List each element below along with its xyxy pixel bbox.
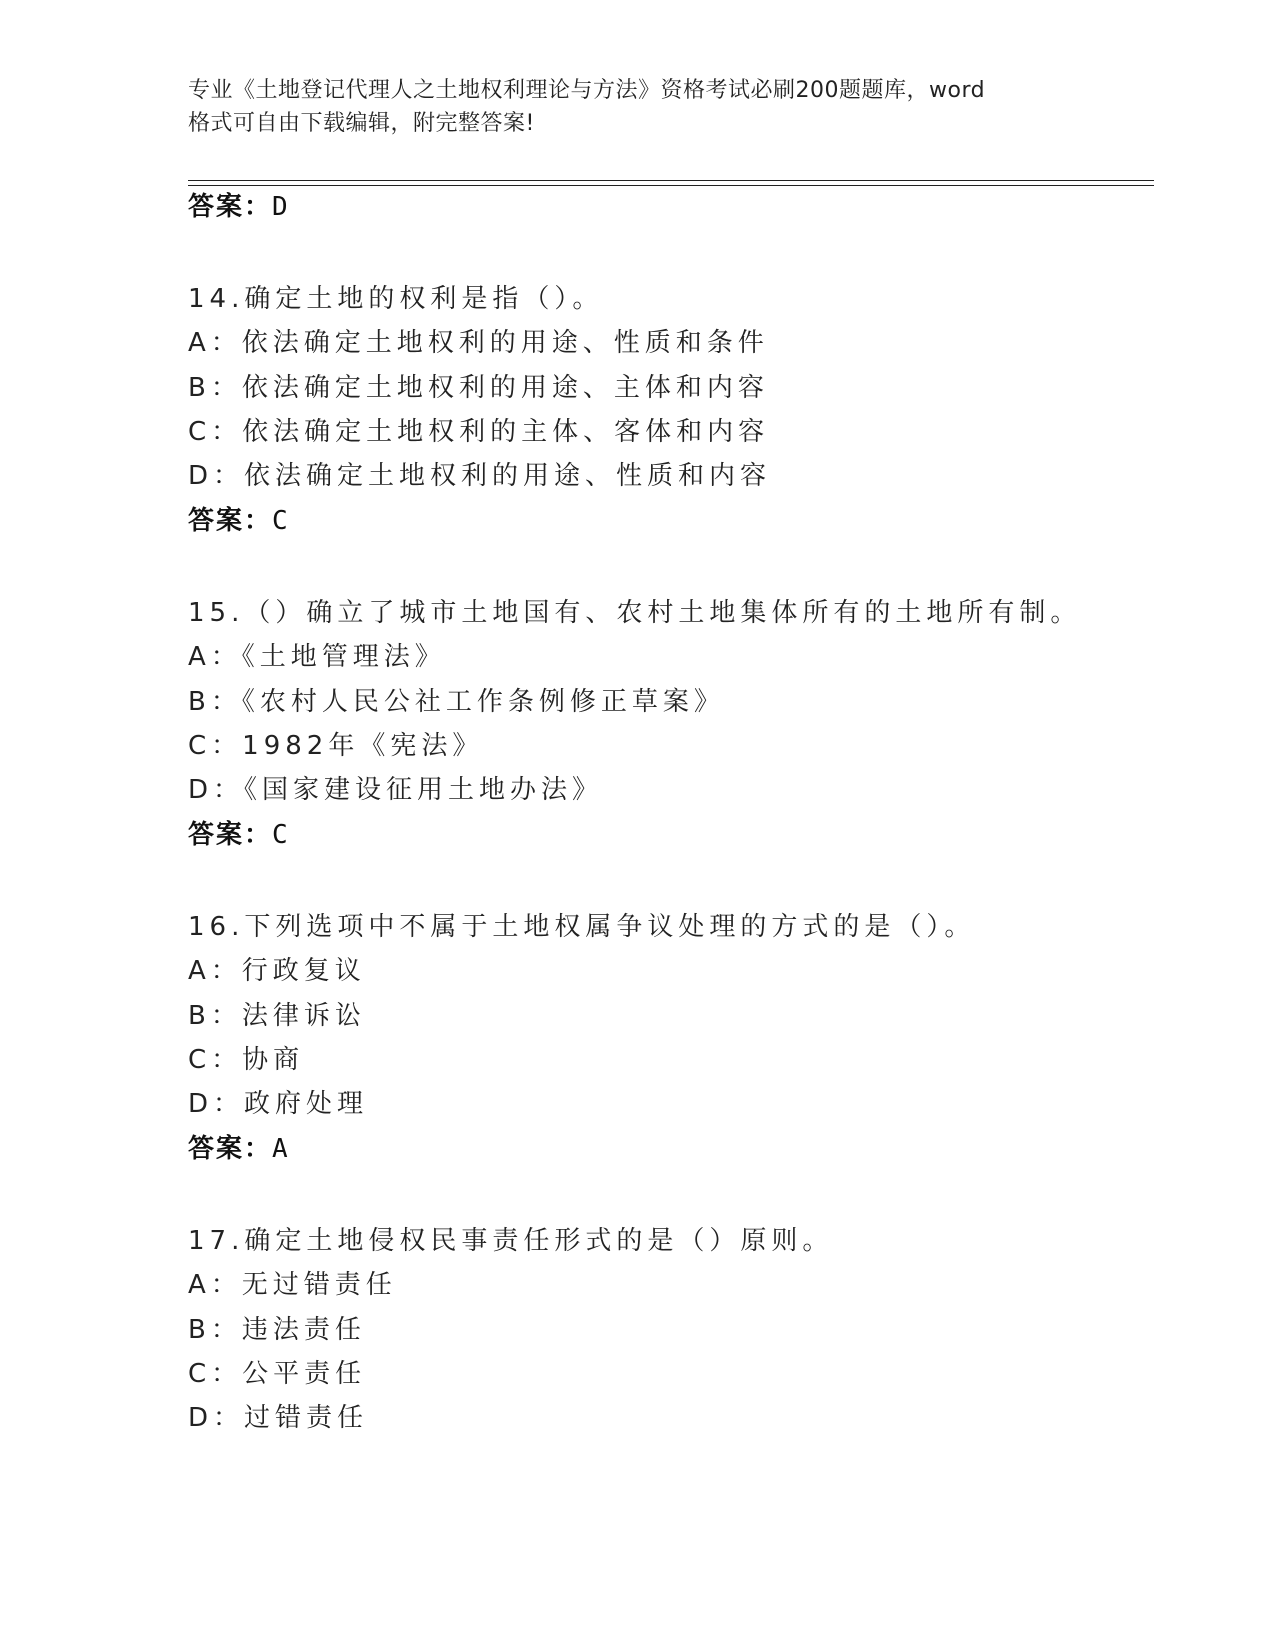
question-stem-14: 14.确定土地的权利是指（）。 [188,284,604,314]
question-stem-15: 15.（）确立了城市土地国有、农村土地集体所有的土地所有制。 [188,598,1082,628]
option-15-a: A：《土地管理法》 [188,642,446,672]
header-divider-bottom [188,185,1154,186]
answer-16 [188,1132,290,1166]
answer-14 [188,504,290,538]
answer-15 [188,818,290,852]
option-14-a: A：依法确定土地权利的用途、性质和条件 [188,328,769,358]
answer-label: 答案： [188,1134,273,1164]
option-14-c: C：依法确定土地权利的主体、客体和内容 [188,417,770,447]
header-line-2: 格式可自由下载编辑，附完整答案! [188,111,535,136]
answer-value: C [272,506,290,536]
option-16-a: A：行政复议 [188,956,366,986]
answer-previous [188,190,290,224]
option-17-d: D：过错责任 [188,1403,369,1433]
option-15-b: B：《农村人民公社工作条例修正草案》 [188,687,725,717]
answer-value: D [272,192,290,222]
answer-label: 答案： [188,506,273,536]
option-15-d: D：《国家建设征用土地办法》 [188,775,604,805]
question-stem-16: 16.下列选项中不属于土地权属争议处理的方式的是（）。 [188,912,976,942]
answer-value: A [272,1134,290,1164]
option-15-c: C：1982年《宪法》 [188,731,484,761]
option-16-c: C：协商 [188,1045,305,1075]
option-17-b: B：违法责任 [188,1315,366,1345]
header-divider-top [188,180,1154,181]
option-14-d: D：依法确定土地权利的用途、性质和内容 [188,461,772,491]
answer-value: C [272,820,290,850]
option-17-a: A：无过错责任 [188,1270,397,1300]
answer-label: 答案： [188,820,273,850]
document-header [188,74,1088,140]
question-stem-17: 17.确定土地侵权民事责任形式的是（）原则。 [188,1226,834,1256]
header-line-1: 专业《土地登记代理人之土地权利理论与方法》资格考试必刷200题题库，word [188,78,986,103]
answer-label: 答案： [188,192,273,222]
option-16-b: B：法律诉讼 [188,1001,366,1031]
option-14-b: B：依法确定土地权利的用途、主体和内容 [188,373,769,403]
option-16-d: D：政府处理 [188,1089,369,1119]
option-17-c: C：公平责任 [188,1359,367,1389]
